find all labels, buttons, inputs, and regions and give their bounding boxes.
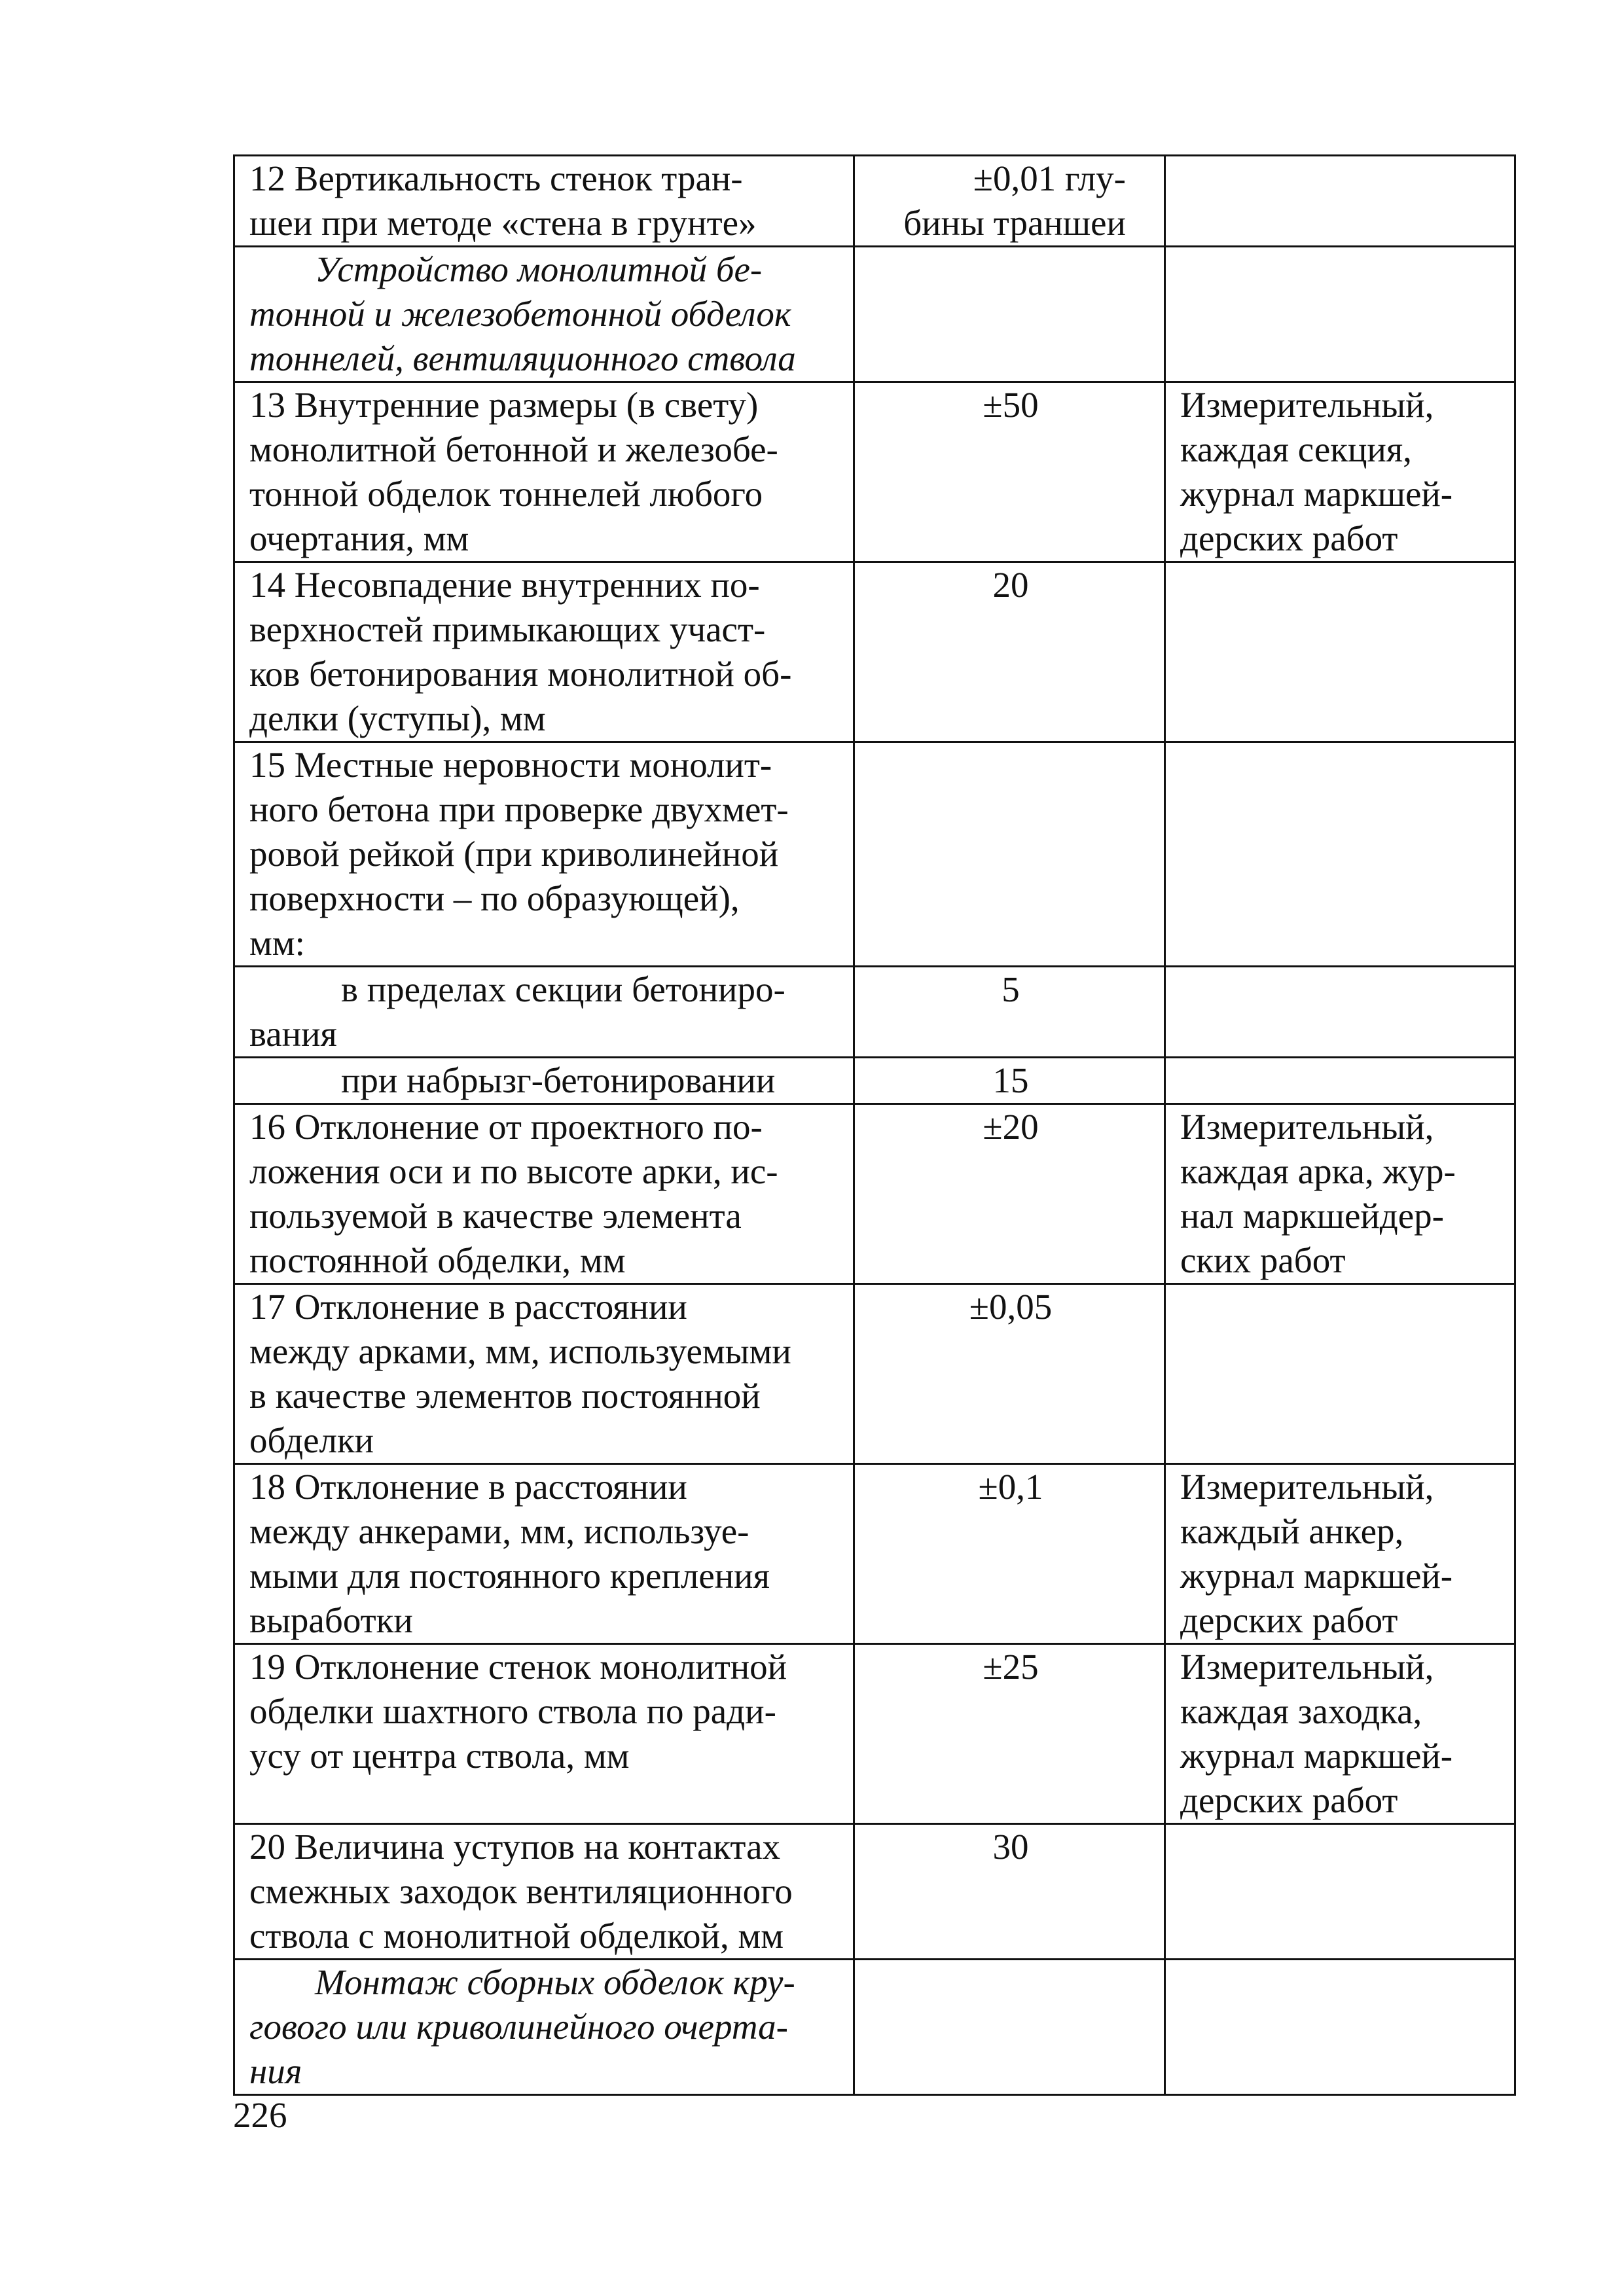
tolerance-cell: ±0,01 глу- бины траншеи bbox=[854, 156, 1165, 247]
control-cell bbox=[1165, 1824, 1515, 1960]
control-cell: Измерительный, каждая заходка, журнал маркшей- дерских работ bbox=[1165, 1644, 1515, 1824]
parameter-cell: 18 Отклонение в расстоянии между анкерами, мм, используе- мыми для постоянного крепления выработки bbox=[234, 1464, 854, 1644]
table-row bbox=[234, 1824, 1515, 1960]
parameter-cell: в пределах секции бетониро- вания bbox=[234, 967, 854, 1058]
control-cell bbox=[1165, 1960, 1515, 2095]
control-cell bbox=[1165, 247, 1515, 382]
table-row bbox=[234, 156, 1515, 247]
tolerance-cell: 15 bbox=[854, 1058, 1165, 1104]
tolerance-cell: ±0,05 bbox=[854, 1284, 1165, 1464]
control-cell bbox=[1165, 742, 1515, 967]
table-row bbox=[234, 1058, 1515, 1104]
parameter-cell: 17 Отклонение в расстоянии между арками, мм, используемыми в качестве элементов постоянной обделки bbox=[234, 1284, 854, 1464]
tolerance-cell: ±20 bbox=[854, 1104, 1165, 1284]
table-row bbox=[234, 1284, 1515, 1464]
parameter-cell: 14 Несовпадение внутренних по- верхностей примыкающих участ- ков бетонирования монолитной об- делки (уступы), мм bbox=[234, 562, 854, 742]
parameter-cell: 12 Вертикальность стенок тран- шеи при методе «стена в грунте» bbox=[234, 156, 854, 247]
control-cell: Измерительный, каждая секция, журнал маркшей- дерских работ bbox=[1165, 382, 1515, 562]
table-row bbox=[234, 1104, 1515, 1284]
parameter-cell: 13 Внутренние размеры (в свету) монолитной бетонной и железобе- тонной обделок тоннелей любого очертания, мм bbox=[234, 382, 854, 562]
tolerance-cell: 20 bbox=[854, 562, 1165, 742]
section-heading: Монтаж сборных обделок кру- гового или криволинейного очерта- ния bbox=[234, 1960, 854, 2095]
control-cell bbox=[1165, 156, 1515, 247]
table-row bbox=[234, 1644, 1515, 1824]
tolerance-cell bbox=[854, 742, 1165, 967]
section-heading: Устройство монолитной бе- тонной и железобетонной обделок тоннелей, вентиляционного ствола bbox=[234, 247, 854, 382]
parameter-cell: 19 Отклонение стенок монолитной обделки шахтного ствола по ради- усу от центра ствола, мм bbox=[234, 1644, 854, 1824]
control-cell bbox=[1165, 1284, 1515, 1464]
table-row bbox=[234, 382, 1515, 562]
section-row bbox=[234, 1960, 1515, 2095]
parameter-cell: 15 Местные неровности монолит- ного бетона при проверке двухмет- ровой рейкой (при криволинейной поверхности – по образующей), мм: bbox=[234, 742, 854, 967]
tolerance-cell: ±0,1 bbox=[854, 1464, 1165, 1644]
page-number: 226 bbox=[233, 2095, 287, 2135]
tolerance-cell: 5 bbox=[854, 967, 1165, 1058]
section-row bbox=[234, 247, 1515, 382]
control-cell bbox=[1165, 967, 1515, 1058]
parameter-cell: 16 Отклонение от проектного по- ложения оси и по высоте арки, ис- пользуемой в качестве элемента постоянной обделки, мм bbox=[234, 1104, 854, 1284]
tolerance-cell bbox=[854, 1960, 1165, 2095]
parameter-cell: 20 Величина уступов на контактах смежных заходок вентиляционного ствола с монолитной обделкой, мм bbox=[234, 1824, 854, 1960]
control-cell: Измерительный, каждая арка, жур- нал маркшейдер- ских работ bbox=[1165, 1104, 1515, 1284]
table-row bbox=[234, 562, 1515, 742]
control-cell bbox=[1165, 562, 1515, 742]
tolerance-table bbox=[233, 154, 1516, 2096]
tolerance-cell bbox=[854, 247, 1165, 382]
table-row bbox=[234, 967, 1515, 1058]
table-row bbox=[234, 742, 1515, 967]
table-row bbox=[234, 1464, 1515, 1644]
tolerance-cell: ±25 bbox=[854, 1644, 1165, 1824]
control-cell bbox=[1165, 1058, 1515, 1104]
tolerance-cell: ±50 bbox=[854, 382, 1165, 562]
parameter-cell: при набрызг-бетонировании bbox=[234, 1058, 854, 1104]
control-cell: Измерительный, каждый анкер, журнал маркшей- дерских работ bbox=[1165, 1464, 1515, 1644]
tolerance-cell: 30 bbox=[854, 1824, 1165, 1960]
